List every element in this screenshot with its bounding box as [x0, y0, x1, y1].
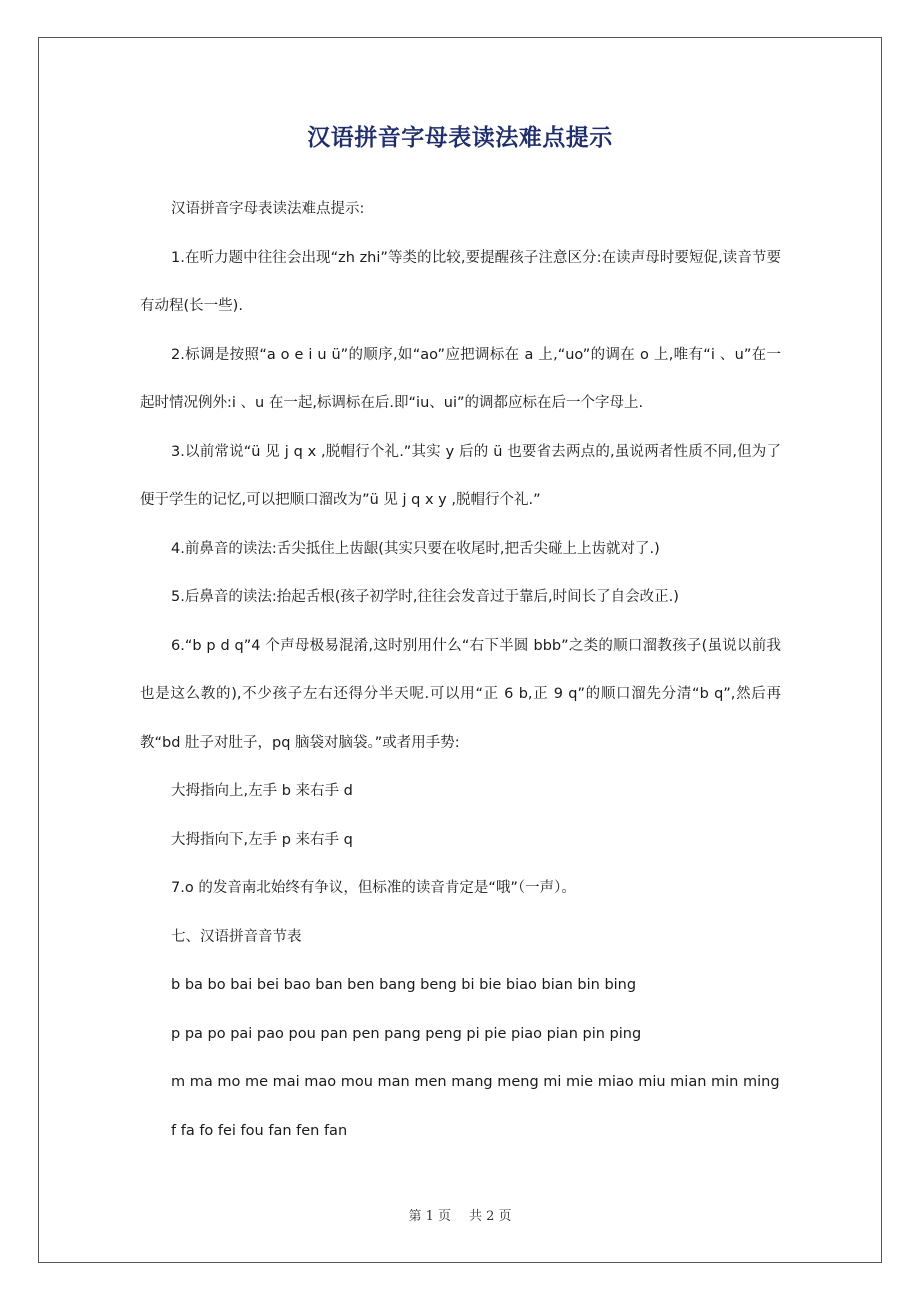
page-footer — [0, 1205, 920, 1224]
paragraph: 4.前鼻音的读法:舌尖抵住上齿龈(其实只要在收尾时,把舌尖碰上上齿就对了.) — [171, 540, 660, 557]
paragraph: 汉语拼音字母表读法难点提示: — [171, 201, 365, 217]
section-heading: 七、汉语拼音音节表 — [171, 928, 302, 945]
paragraph: 1.在听力题中往往会出现“zh zhi”等类的比较,要提醒孩子注意区分:在读声母时要短促,读音节要有动程(长一些). — [140, 249, 781, 314]
syllable-row: f fa fo fei fou fan fen fan — [171, 1122, 348, 1139]
paragraph: 7.o 的发音南北始终有争议，但标准的读音肯定是“哦”（一声）。 — [171, 880, 576, 896]
paragraph: 3.以前常说“ü 见 j q x ,脱帽行个礼.”其实 y 后的 ü 也要省去两点的,虽说两者性质不同,但为了便于学生的记忆,可以把顺口溜改为”ü 见 j q x y ,脱帽行个礼.” — [140, 443, 781, 508]
paragraph: 大拇指向下,左手 p 来右手 q — [171, 831, 353, 848]
document-title: 汉语拼音字母表读法难点提示 — [307, 125, 613, 151]
paragraph: 2.标调是按照“a o e i u ü”的顺序,如“ao”应把调标在 a 上,“uo”的调在 o 上,唯有“i 、u”在一起时情况例外:i 、u 在一起,标调标在后.即“iu、ui”的调都应标在后一个字母上. — [140, 346, 781, 411]
syllable-row: b ba bo bai bei bao ban ben bang beng bi bie biao bian bin bing — [171, 977, 637, 993]
syllable-row: m ma mo me mai mao mou man men mang meng mi mie miao miu mian min ming — [171, 1074, 780, 1090]
document-body — [140, 185, 781, 1155]
page-number: 第 1 页 — [408, 1209, 451, 1224]
page-total: 共 2 页 — [469, 1209, 512, 1224]
paragraph: 大拇指向上,左手 b 来右手 d — [171, 783, 353, 799]
syllable-row: p pa po pai pao pou pan pen pang peng pi pie piao pian pin ping — [171, 1025, 642, 1042]
paragraph: 5.后鼻音的读法:抬起舌根(孩子初学时,往往会发音过于靠后,时间长了自会改正.) — [171, 589, 679, 605]
paragraph: 6.“b p d q”4 个声母极易混淆,这时别用什么“右下半圆 bbb”之类的顺口溜教孩子(虽说以前我也是这么教的),不少孩子左右还得分半天呢.可以用“正 6 b,正 9 q”的顺口溜先分清“b q”,然后再教“bd 肚子对肚子，pq 脑袋对脑袋。”或者用手势: — [140, 637, 781, 751]
